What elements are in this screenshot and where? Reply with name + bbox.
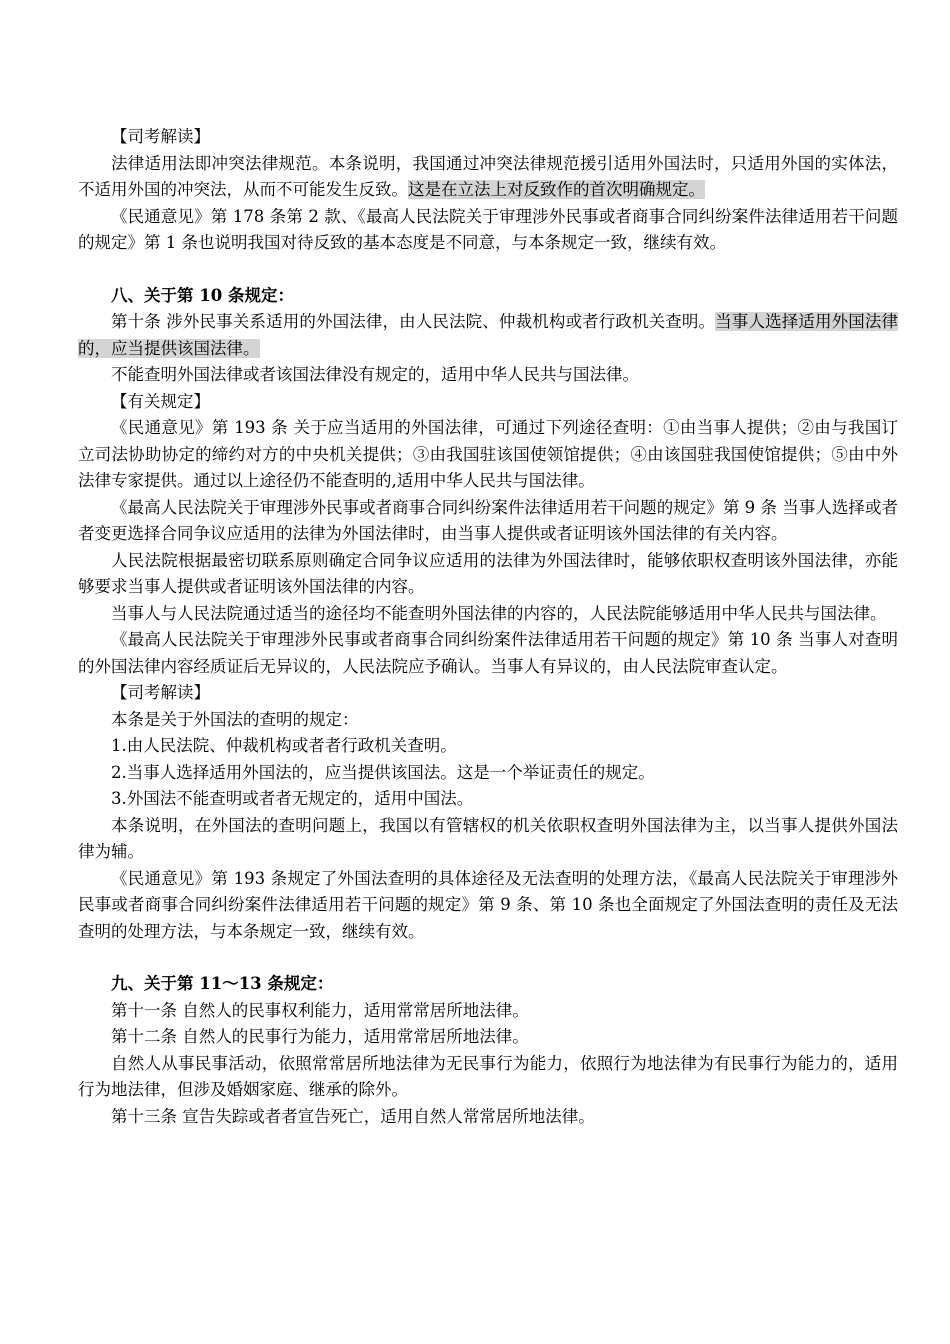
sec7-p1-text: 法律适用法即冲突法律规范。本条说明，我国通过冲突法律规范援引适用外国法时，只适用外国的实体法，不适用外国的冲突法，从而不可能发生反致。	[78, 153, 898, 199]
art10-text: 第十条 涉外民事关系适用的外国法律，由人民法院、仲裁机构或者行政机关查明。	[111, 312, 716, 331]
spacer	[78, 257, 898, 283]
art10-paragraph	[78, 309, 898, 362]
sec8-interp-p2: 本条说明，在外国法的查明问题上，我国以有管辖权的机关依职权查明外国法律为主，以当事人提供外国法律为辅。	[78, 815, 898, 861]
sec8-heading: 八、关于第 10 条规定：	[111, 285, 294, 305]
sec8-related-p4: 当事人与人民法院通过适当的途径均不能查明外国法律的内容的，人民法院能够适用中华人民共与国法律。	[111, 603, 887, 623]
sec8-related-p5: 《最高人民法院关于审理涉外民事或者商事合同纠纷案件法律适用若干问题的规定》第 10 条 当事人对查明的外国法律内容经质证后无异议的，人民法院应予确认。当事人有异议的，由人民法院审查认定。	[78, 630, 898, 676]
sec8-interp-p3: 《民通意见》第 193 条规定了外国法查明的具体途径及无法查明的处理方法，《最高人民法院关于审理涉外民事或者商事合同纠纷案件法律适用若干问题的规定》第 9 条、第 10 条也全面规定了外国法查明的责任及无法查明的处理方法，与本条规定一致，继续有效。	[78, 868, 898, 941]
spacer	[78, 945, 898, 971]
sec7-paragraph-1	[78, 151, 898, 204]
sec8-related-label: 【有关规定】	[111, 391, 210, 411]
art12-paragraph-2: 自然人从事民事活动，依照常常居所地法律为无民事行为能力，依照行为地法律为有民事行为能力的，适用行为地法律，但涉及婚姻家庭、继承的除外。	[78, 1053, 898, 1099]
art13-paragraph: 第十三条 宣告失踪或者者宣告死亡，适用自然人常常居所地法律。	[111, 1106, 595, 1126]
sec7-interp-label: 【司考解读】	[111, 127, 210, 146]
sec8-interp-p1: 本条是关于外国法的查明的规定：	[111, 709, 359, 729]
art10-highlight: 当事人选择适用外国法律的，应当提供该国法律。	[78, 312, 899, 358]
sec8-interp-item-1: 1.由人民法院、仲裁机构或者者行政机关查明。	[111, 736, 457, 755]
sec8-interp-item-3: 3.外国法不能查明或者者无规定的，适用中国法。	[111, 789, 474, 808]
sec9-heading: 九、关于第 11～13 条规定：	[111, 974, 334, 993]
art11-paragraph: 第十一条 自然人的民事权利能力，适用常常居所地法律。	[111, 1000, 529, 1020]
sec8-interp-item-2: 2.当事人选择适用外国法的，应当提供该国法。这是一个举证责任的规定。	[111, 762, 655, 782]
sec7-p1-highlight: 这是在立法上对反致作的首次明确规定。	[408, 180, 705, 199]
sec8-interp-label: 【司考解读】	[111, 683, 210, 702]
document-page	[78, 124, 898, 1130]
art12-paragraph: 第十二条 自然人的民事行为能力，适用常常居所地法律。	[111, 1027, 529, 1046]
sec8-related-p3: 人民法院根据最密切联系原则确定合同争议应适用的法律为外国法律时，能够依职权查明该外国法律，亦能够要求当事人提供或者证明该外国法律的内容。	[78, 550, 898, 596]
sec8-related-p2: 《最高人民法院关于审理涉外民事或者商事合同纠纷案件法律适用若干问题的规定》第 9 条 当事人选择或者者变更选择合同争议应适用的法律为外国法律时，由当事人提供或者证明该外国法律的有关内容。	[78, 497, 898, 543]
art10-paragraph-2: 不能查明外国法律或者该国法律没有规定的，适用中华人民共与国法律。	[111, 365, 639, 384]
sec7-paragraph-2: 《民通意见》第 178 条第 2 款、《最高人民法院关于审理涉外民事或者商事合同纠纷案件法律适用若干问题的规定》第 1 条也说明我国对待反致的基本态度是不同意，与本条规定一致，继续有效。	[78, 206, 898, 252]
sec8-related-p1: 《民通意见》第 193 条 关于应当适用的外国法律，可通过下列途径查明：①由当事人提供；②由与我国订立司法协助协定的缔约对方的中央机关提供；③由我国驻该国使领馆提供；④由该国驻我国使馆提供；⑤由中外法律专家提供。通过以上途径仍不能查明的,适用中华人民共与国法律。	[78, 418, 898, 490]
